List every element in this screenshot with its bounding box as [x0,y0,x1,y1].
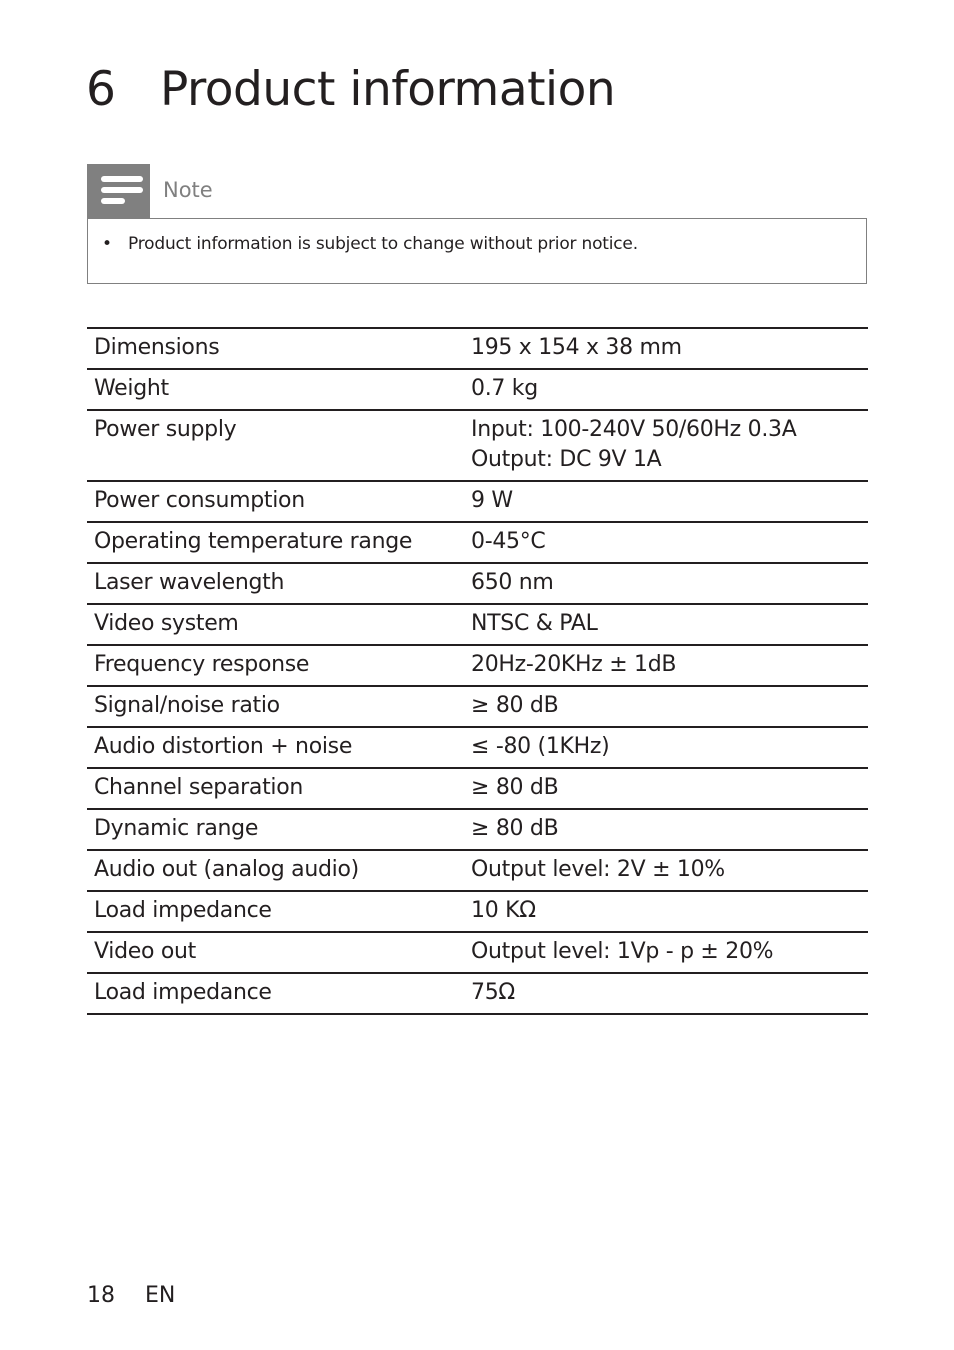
page-title [86,60,615,120]
spec-value: Output level: 2V ± 10% [464,850,868,891]
page-number: 18 [87,1283,115,1308]
spec-name: Dimensions [87,328,464,369]
note-item [102,232,638,256]
spec-row [87,891,868,932]
spec-row [87,727,868,768]
spec-name: Audio out (analog audio) [87,850,464,891]
spec-row [87,973,868,1014]
spec-value: 10 KΩ [464,891,868,932]
spec-name: Dynamic range [87,809,464,850]
spec-value: 195 x 154 x 38 mm [464,328,868,369]
spec-value: 0-45°C [464,522,868,563]
spec-name: Load impedance [87,891,464,932]
note-label: Note [163,178,213,202]
spec-value: 0.7 kg [464,369,868,410]
spec-row [87,686,868,727]
spec-value: 20Hz-20KHz ± 1dB [464,645,868,686]
bullet-icon: • [102,234,112,254]
spec-row [87,563,868,604]
spec-row [87,410,868,481]
spec-value: ≥ 80 dB [464,686,868,727]
spec-name: Channel separation [87,768,464,809]
spec-name: Video system [87,604,464,645]
language-code: EN [145,1283,176,1308]
spec-row [87,809,868,850]
note-box [87,218,867,284]
spec-name: Video out [87,932,464,973]
note-icon [87,164,150,218]
spec-name: Load impedance [87,973,464,1014]
spec-name: Frequency response [87,645,464,686]
page-footer [87,1281,175,1311]
spec-row [87,768,868,809]
spec-value: Input: 100-240V 50/60Hz 0.3A Output: DC 9V 1A [464,410,868,481]
spec-value: ≥ 80 dB [464,809,868,850]
spec-value: ≥ 80 dB [464,768,868,809]
spec-value: 9 W [464,481,868,522]
spec-row [87,604,868,645]
spec-value: 75Ω [464,973,868,1014]
spec-value: NTSC & PAL [464,604,868,645]
spec-row [87,522,868,563]
spec-name: Power supply [87,410,464,481]
spec-name: Weight [87,369,464,410]
spec-row [87,850,868,891]
spec-row [87,932,868,973]
spec-name: Audio distortion + noise [87,727,464,768]
spec-name: Power consumption [87,481,464,522]
spec-value: 650 nm [464,563,868,604]
spec-name: Operating temperature range [87,522,464,563]
section-title: Product information [160,62,616,117]
spec-row [87,328,868,369]
spec-row [87,369,868,410]
section-number: 6 [86,62,116,117]
spec-value: ≤ -80 (1KHz) [464,727,868,768]
specifications-table [87,327,868,1015]
spec-name: Laser wavelength [87,563,464,604]
spec-row [87,481,868,522]
spec-value: Output level: 1Vp - p ± 20% [464,932,868,973]
spec-row [87,645,868,686]
note-item-text: Product information is subject to change without prior notice. [128,234,638,254]
spec-name: Signal/noise ratio [87,686,464,727]
